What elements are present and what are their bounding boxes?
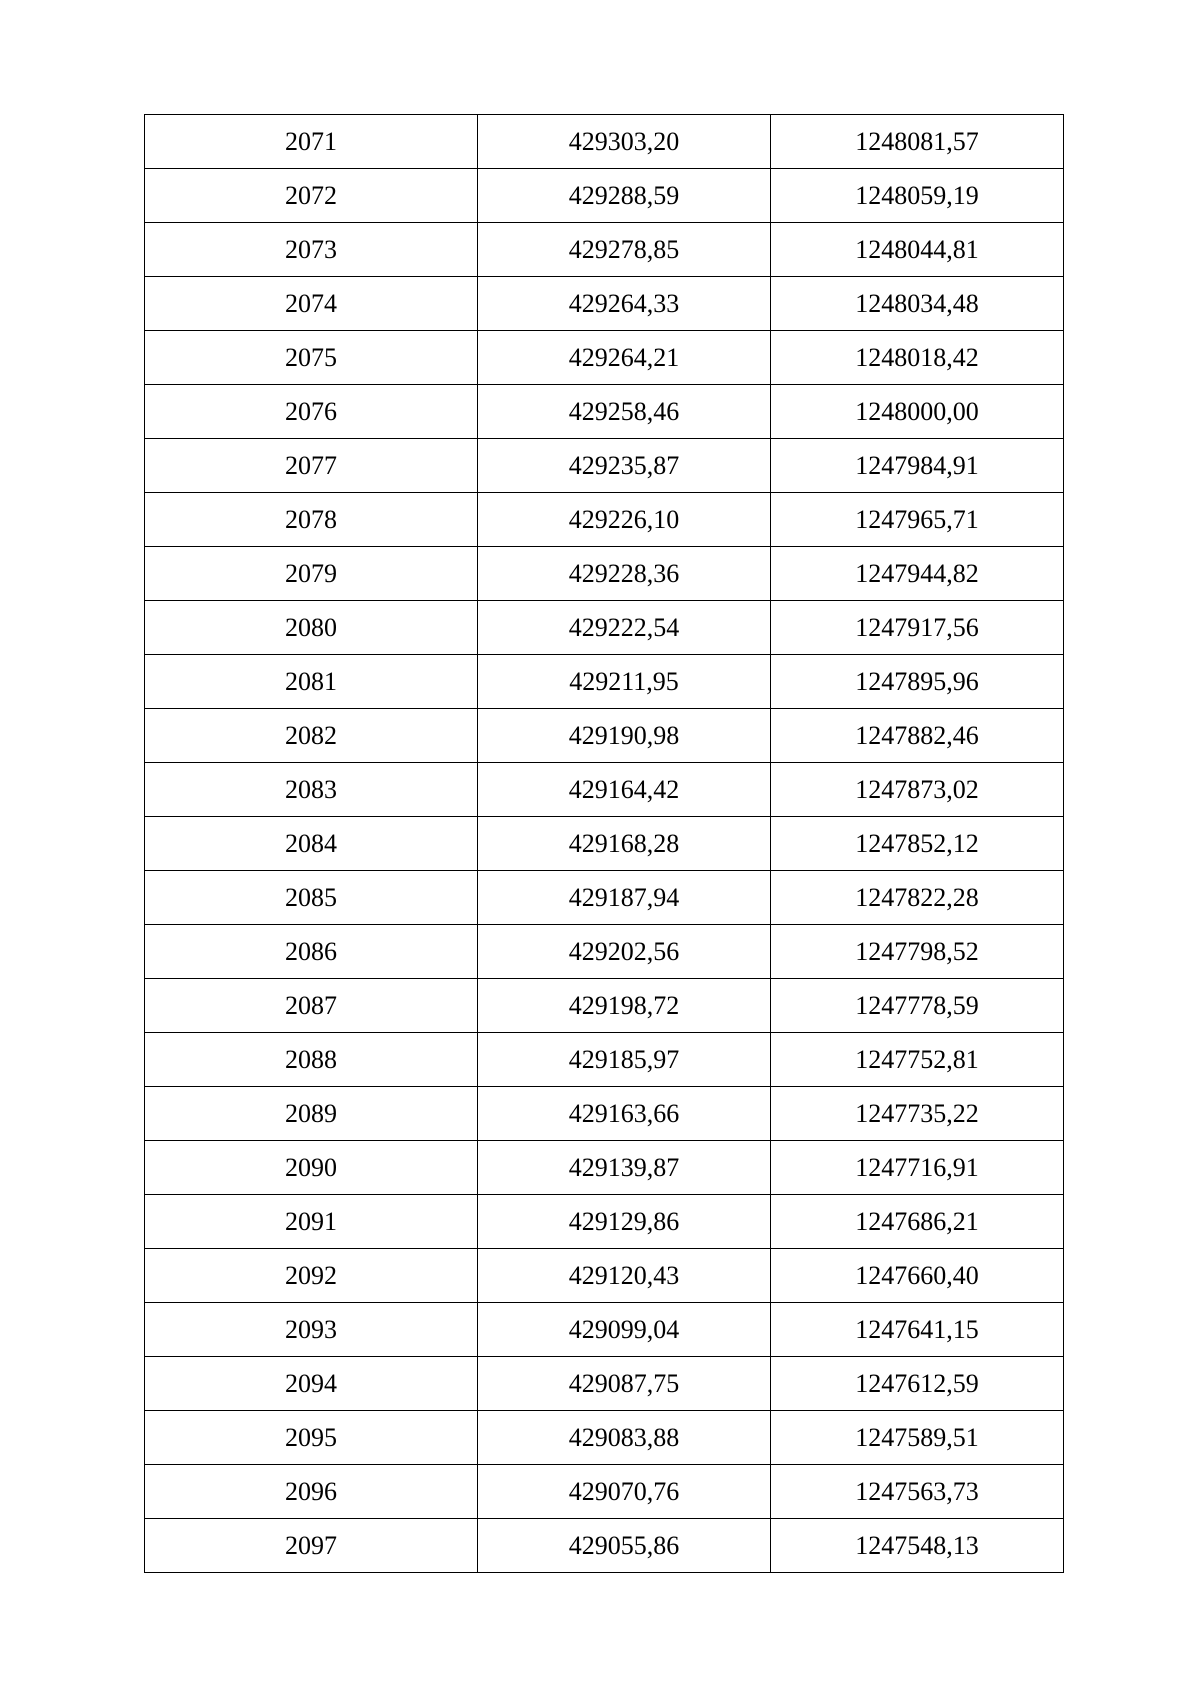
point-number-cell: 2097 bbox=[145, 1519, 478, 1573]
table-row bbox=[145, 979, 1064, 1033]
table-row bbox=[145, 169, 1064, 223]
x-coordinate-cell: 429120,43 bbox=[478, 1249, 771, 1303]
y-coordinate-cell: 1247735,22 bbox=[771, 1087, 1064, 1141]
x-coordinate-cell: 429164,42 bbox=[478, 763, 771, 817]
point-number-cell: 2093 bbox=[145, 1303, 478, 1357]
y-coordinate-cell: 1247686,21 bbox=[771, 1195, 1064, 1249]
table-row bbox=[145, 709, 1064, 763]
point-number-cell: 2072 bbox=[145, 169, 478, 223]
y-coordinate-cell: 1247778,59 bbox=[771, 979, 1064, 1033]
x-coordinate-cell: 429264,21 bbox=[478, 331, 771, 385]
table-row bbox=[145, 1465, 1064, 1519]
table-row bbox=[145, 925, 1064, 979]
point-number-cell: 2075 bbox=[145, 331, 478, 385]
x-coordinate-cell: 429070,76 bbox=[478, 1465, 771, 1519]
table-row bbox=[145, 493, 1064, 547]
table-row bbox=[145, 1141, 1064, 1195]
x-coordinate-cell: 429211,95 bbox=[478, 655, 771, 709]
point-number-cell: 2082 bbox=[145, 709, 478, 763]
point-number-cell: 2073 bbox=[145, 223, 478, 277]
point-number-cell: 2091 bbox=[145, 1195, 478, 1249]
y-coordinate-cell: 1247563,73 bbox=[771, 1465, 1064, 1519]
table-row bbox=[145, 223, 1064, 277]
y-coordinate-cell: 1247917,56 bbox=[771, 601, 1064, 655]
table-row bbox=[145, 763, 1064, 817]
y-coordinate-cell: 1247548,13 bbox=[771, 1519, 1064, 1573]
point-number-cell: 2076 bbox=[145, 385, 478, 439]
y-coordinate-cell: 1247660,40 bbox=[771, 1249, 1064, 1303]
x-coordinate-cell: 429139,87 bbox=[478, 1141, 771, 1195]
y-coordinate-cell: 1247752,81 bbox=[771, 1033, 1064, 1087]
table-row bbox=[145, 655, 1064, 709]
point-number-cell: 2087 bbox=[145, 979, 478, 1033]
table-row bbox=[145, 871, 1064, 925]
y-coordinate-cell: 1247798,52 bbox=[771, 925, 1064, 979]
table-row bbox=[145, 385, 1064, 439]
coordinates-table-body bbox=[145, 115, 1064, 1573]
x-coordinate-cell: 429235,87 bbox=[478, 439, 771, 493]
table-row bbox=[145, 1357, 1064, 1411]
x-coordinate-cell: 429198,72 bbox=[478, 979, 771, 1033]
y-coordinate-cell: 1248034,48 bbox=[771, 277, 1064, 331]
table-row bbox=[145, 1303, 1064, 1357]
table-row bbox=[145, 1519, 1064, 1573]
y-coordinate-cell: 1248044,81 bbox=[771, 223, 1064, 277]
x-coordinate-cell: 429187,94 bbox=[478, 871, 771, 925]
y-coordinate-cell: 1248059,19 bbox=[771, 169, 1064, 223]
coordinates-table bbox=[144, 114, 1064, 1573]
point-number-cell: 2078 bbox=[145, 493, 478, 547]
x-coordinate-cell: 429099,04 bbox=[478, 1303, 771, 1357]
point-number-cell: 2080 bbox=[145, 601, 478, 655]
point-number-cell: 2079 bbox=[145, 547, 478, 601]
y-coordinate-cell: 1248000,00 bbox=[771, 385, 1064, 439]
y-coordinate-cell: 1247589,51 bbox=[771, 1411, 1064, 1465]
table-row bbox=[145, 817, 1064, 871]
y-coordinate-cell: 1247641,15 bbox=[771, 1303, 1064, 1357]
point-number-cell: 2081 bbox=[145, 655, 478, 709]
y-coordinate-cell: 1247612,59 bbox=[771, 1357, 1064, 1411]
table-row bbox=[145, 547, 1064, 601]
table-row bbox=[145, 1087, 1064, 1141]
x-coordinate-cell: 429226,10 bbox=[478, 493, 771, 547]
point-number-cell: 2077 bbox=[145, 439, 478, 493]
y-coordinate-cell: 1247716,91 bbox=[771, 1141, 1064, 1195]
x-coordinate-cell: 429303,20 bbox=[478, 115, 771, 169]
point-number-cell: 2094 bbox=[145, 1357, 478, 1411]
x-coordinate-cell: 429163,66 bbox=[478, 1087, 771, 1141]
point-number-cell: 2084 bbox=[145, 817, 478, 871]
x-coordinate-cell: 429168,28 bbox=[478, 817, 771, 871]
table-row bbox=[145, 1033, 1064, 1087]
table-row bbox=[145, 115, 1064, 169]
x-coordinate-cell: 429185,97 bbox=[478, 1033, 771, 1087]
x-coordinate-cell: 429258,46 bbox=[478, 385, 771, 439]
point-number-cell: 2071 bbox=[145, 115, 478, 169]
point-number-cell: 2088 bbox=[145, 1033, 478, 1087]
table-row bbox=[145, 331, 1064, 385]
point-number-cell: 2095 bbox=[145, 1411, 478, 1465]
x-coordinate-cell: 429264,33 bbox=[478, 277, 771, 331]
point-number-cell: 2089 bbox=[145, 1087, 478, 1141]
point-number-cell: 2090 bbox=[145, 1141, 478, 1195]
x-coordinate-cell: 429222,54 bbox=[478, 601, 771, 655]
x-coordinate-cell: 429055,86 bbox=[478, 1519, 771, 1573]
table-row bbox=[145, 439, 1064, 493]
x-coordinate-cell: 429228,36 bbox=[478, 547, 771, 601]
point-number-cell: 2086 bbox=[145, 925, 478, 979]
y-coordinate-cell: 1247944,82 bbox=[771, 547, 1064, 601]
x-coordinate-cell: 429278,85 bbox=[478, 223, 771, 277]
point-number-cell: 2096 bbox=[145, 1465, 478, 1519]
x-coordinate-cell: 429087,75 bbox=[478, 1357, 771, 1411]
y-coordinate-cell: 1247822,28 bbox=[771, 871, 1064, 925]
y-coordinate-cell: 1248018,42 bbox=[771, 331, 1064, 385]
x-coordinate-cell: 429190,98 bbox=[478, 709, 771, 763]
point-number-cell: 2092 bbox=[145, 1249, 478, 1303]
table-row bbox=[145, 601, 1064, 655]
y-coordinate-cell: 1247882,46 bbox=[771, 709, 1064, 763]
table-row bbox=[145, 1195, 1064, 1249]
x-coordinate-cell: 429083,88 bbox=[478, 1411, 771, 1465]
x-coordinate-cell: 429288,59 bbox=[478, 169, 771, 223]
point-number-cell: 2085 bbox=[145, 871, 478, 925]
table-row bbox=[145, 1411, 1064, 1465]
point-number-cell: 2074 bbox=[145, 277, 478, 331]
x-coordinate-cell: 429129,86 bbox=[478, 1195, 771, 1249]
x-coordinate-cell: 429202,56 bbox=[478, 925, 771, 979]
y-coordinate-cell: 1248081,57 bbox=[771, 115, 1064, 169]
y-coordinate-cell: 1247984,91 bbox=[771, 439, 1064, 493]
y-coordinate-cell: 1247965,71 bbox=[771, 493, 1064, 547]
y-coordinate-cell: 1247852,12 bbox=[771, 817, 1064, 871]
y-coordinate-cell: 1247895,96 bbox=[771, 655, 1064, 709]
y-coordinate-cell: 1247873,02 bbox=[771, 763, 1064, 817]
table-row bbox=[145, 1249, 1064, 1303]
table-row bbox=[145, 277, 1064, 331]
point-number-cell: 2083 bbox=[145, 763, 478, 817]
